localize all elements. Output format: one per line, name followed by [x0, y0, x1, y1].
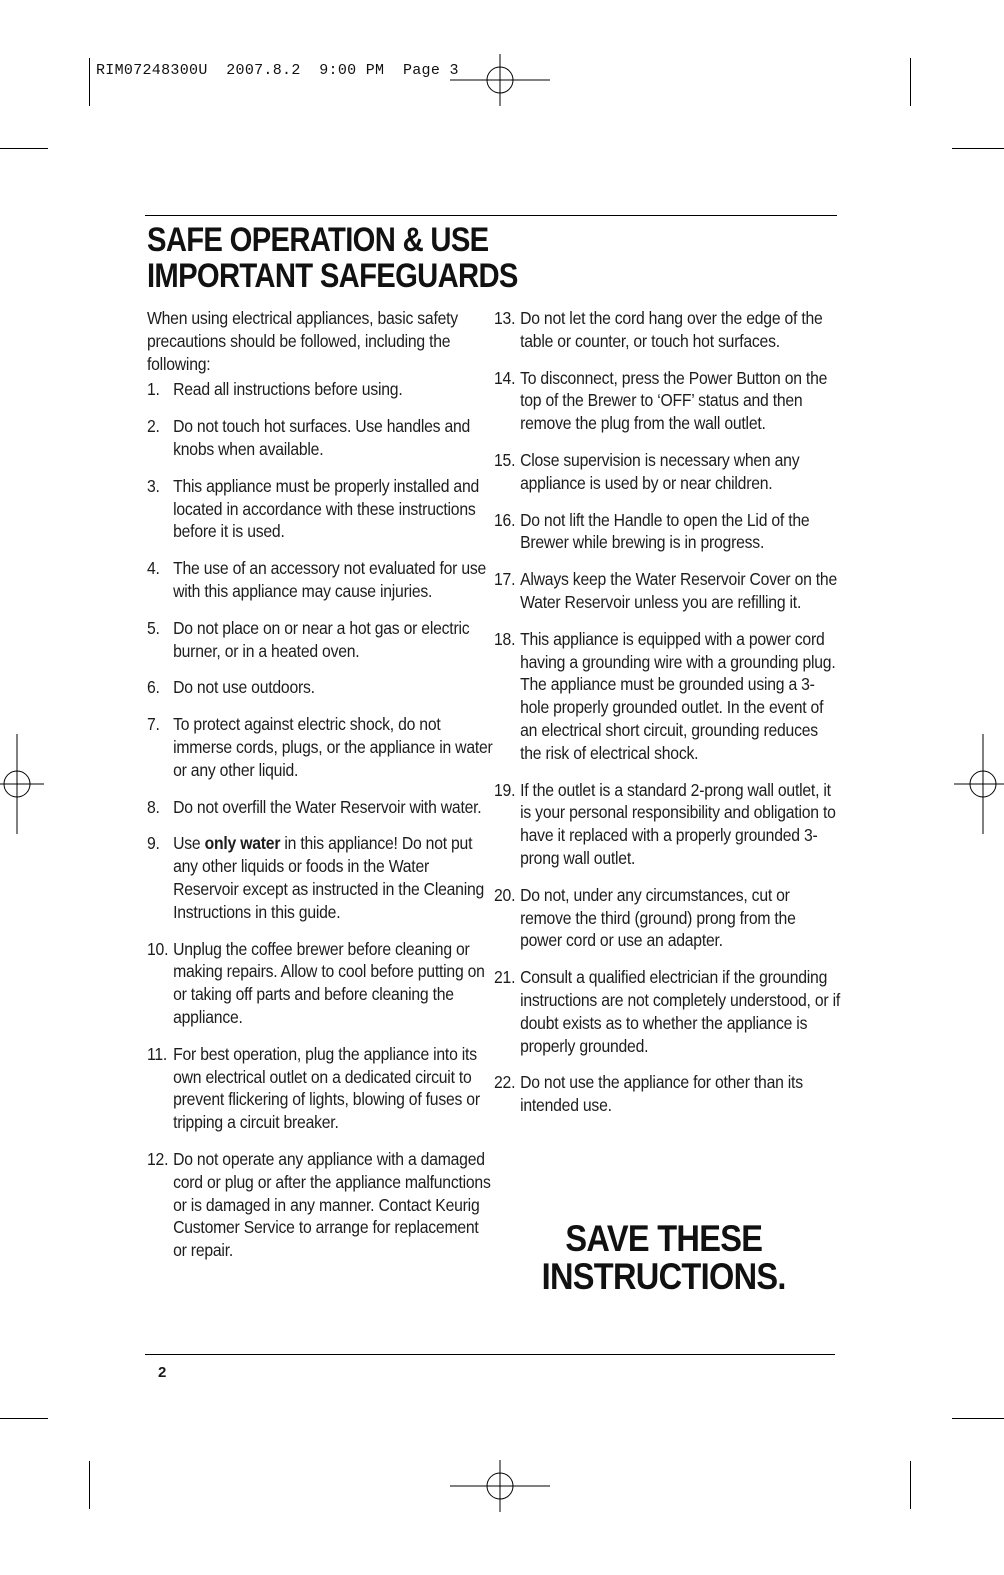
item-number: 1.: [147, 379, 160, 400]
list-item: [147, 713, 494, 781]
printer-slug: RIM07248300U 2007.8.2 9:00 PM Page 3: [96, 62, 459, 79]
item-text-post: in this appliance! Do not put any other liquids or foods in the Water Reservoir except as instructed in the Cleaning Instructions in this guide.: [173, 833, 485, 922]
item-number: 18.: [494, 628, 516, 649]
registration-mark-bottom-icon: [448, 1456, 552, 1516]
item-number: 4.: [147, 558, 160, 579]
bottom-rule: [145, 1354, 835, 1355]
safeguards-column-right: [494, 307, 839, 1131]
list-item: [494, 779, 841, 870]
list-item: [147, 1148, 494, 1262]
item-text: For best operation, plug the appliance into its own electrical outlet on a dedicated circuit to prevent flickering of lights, blowing of fuses or tripping a circuit breaker.: [173, 1043, 480, 1133]
list-item: [147, 676, 494, 699]
list-item: [147, 796, 494, 819]
item-number: 6.: [147, 677, 160, 698]
item-text: Do not lift the Handle to open the Lid of the Brewer while brewing is in progress.: [520, 509, 810, 553]
item-text: This appliance must be properly installed and located in accordance with these instructions before it is used.: [173, 475, 480, 542]
item-text: If the outlet is a standard 2-prong wall outlet, it is your personal responsibility and obligation to have it replaced with a properly grounded 3-prong wall outlet.: [520, 779, 836, 868]
item-text-pre: Use: [173, 833, 205, 854]
list-item: [494, 449, 841, 495]
save-instructions-heading: [514, 1220, 814, 1296]
list-item: [147, 938, 494, 1029]
list-item: [494, 367, 841, 435]
item-text: Do not use outdoors.: [173, 677, 315, 698]
item-number: 11.: [147, 1043, 168, 1064]
save-heading-line-1: SAVE THESE: [565, 1218, 763, 1259]
crop-mark-bottom-right-horizontal: [952, 1418, 1004, 1419]
page-title: [147, 222, 663, 294]
item-text: Do not overfill the Water Reservoir with water.: [173, 796, 482, 817]
list-item: [147, 475, 494, 543]
item-number: 7.: [147, 714, 160, 735]
item-number: 13.: [494, 308, 516, 328]
item-number: 21.: [494, 967, 516, 988]
item-text: Consult a qualified electrician if the grounding instructions are not completely understood, or if doubt exists as to whether the appliance is properly grounded.: [520, 967, 841, 1056]
crop-mark-top-right-horizontal: [952, 148, 1004, 149]
page-number: 2: [158, 1364, 167, 1381]
item-text: Do not operate any appliance with a damaged cord or plug or after the appliance malfunctions or is damaged in any manner. Contact Keurig Customer Service to arrange for replacement or repair.: [173, 1148, 491, 1261]
item-text: Do not use the appliance for other than its intended use.: [520, 1072, 803, 1116]
item-number: 3.: [147, 475, 160, 496]
item-text-bold: only water: [204, 833, 281, 854]
item-text: To protect against electric shock, do not immerse cords, plugs, or the appliance in water or any other liquid.: [173, 714, 493, 780]
page-title-line-1: SAFE OPERATION & USE: [147, 221, 489, 259]
item-number: 12.: [147, 1148, 169, 1169]
item-number: 8.: [147, 796, 160, 817]
item-text: [173, 832, 493, 923]
list-item: [494, 509, 841, 555]
list-item: [494, 307, 841, 353]
list-item: [147, 378, 494, 401]
item-text: Always keep the Water Reservoir Cover on the Water Reservoir unless you are refilling it.: [520, 569, 838, 612]
item-number: 2.: [147, 416, 160, 437]
registration-mark-top-icon: [448, 50, 552, 110]
item-text: The use of an accessory not evaluated for use with this appliance may cause injuries.: [173, 558, 487, 601]
list-item: [494, 884, 841, 952]
item-text: This appliance is equipped with a power cord having a grounding wire with a grounding plug. The appliance must be grounded using a 3-hole properly grounded outlet. In the event of an electrical short circuit, grounding reduces the risk of electrical shock.: [520, 628, 836, 763]
crop-mark-bottom-left-vertical: [89, 1461, 90, 1509]
intro-paragraph: When using electrical appliances, basic safety precautions should be followed, including the following:: [147, 308, 458, 374]
list-item: [147, 1043, 494, 1134]
item-text: Close supervision is necessary when any appliance is used by or near children.: [520, 449, 800, 493]
page-title-line-2: IMPORTANT SAFEGUARDS: [147, 257, 518, 295]
crop-mark-top-left-horizontal: [0, 148, 48, 149]
registration-mark-right-icon: [950, 732, 1004, 836]
item-number: 9.: [147, 833, 160, 854]
item-text: Read all instructions before using.: [173, 379, 403, 400]
list-item: [494, 628, 841, 765]
item-number: 14.: [494, 367, 516, 388]
item-text: Unplug the coffee brewer before cleaning or making repairs. Allow to cool before putting on or taking off parts and before cleaning the appliance.: [173, 938, 485, 1027]
crop-mark-top-left-vertical: [89, 58, 90, 106]
list-item: [147, 415, 494, 461]
registration-mark-left-icon: [0, 732, 46, 836]
item-number: 16.: [494, 509, 516, 530]
list-item: [147, 557, 494, 603]
item-text: To disconnect, press the Power Button on the top of the Brewer to ‘OFF’ status and then remove the plug from the wall outlet.: [520, 367, 828, 434]
save-heading-line-2: INSTRUCTIONS.: [541, 1256, 787, 1297]
item-text: Do not touch hot surfaces. Use handles and knobs when available.: [173, 416, 471, 459]
list-item: [494, 966, 841, 1057]
item-number: 19.: [494, 779, 516, 800]
list-item: [147, 617, 494, 663]
crop-mark-top-right-vertical: [910, 58, 911, 106]
item-text: Do not, under any circumstances, cut or remove the third (ground) prong from the power cord or use an adapter.: [520, 884, 796, 951]
item-text: Do not let the cord hang over the edge of the table or counter, or touch hot surfaces.: [520, 308, 823, 351]
item-number: 5.: [147, 617, 160, 638]
list-item: [494, 1071, 841, 1117]
list-item: [494, 568, 841, 614]
crop-mark-bottom-left-horizontal: [0, 1418, 48, 1419]
list-item: [147, 832, 494, 923]
item-number: 15.: [494, 449, 516, 470]
safeguards-column-left: [147, 307, 492, 1276]
item-number: 20.: [494, 884, 516, 905]
item-text: Do not place on or near a hot gas or electric burner, or in a heated oven.: [173, 617, 470, 661]
item-number: 22.: [494, 1072, 516, 1093]
item-number: 17.: [494, 569, 516, 590]
item-number: 10.: [147, 938, 169, 959]
top-rule: [145, 215, 837, 216]
crop-mark-bottom-right-vertical: [910, 1461, 911, 1509]
